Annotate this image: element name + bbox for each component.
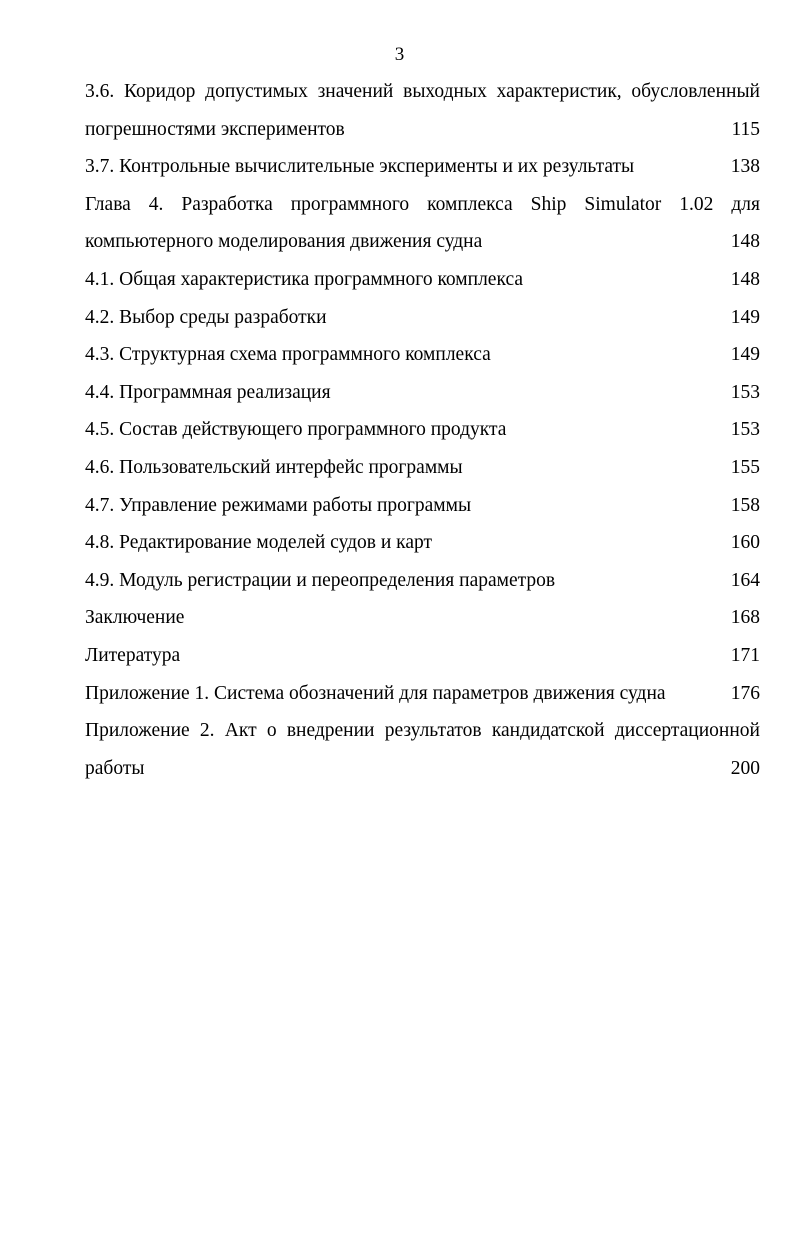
toc-entry-page: 200 <box>730 757 760 779</box>
toc-entry-title: 4.2. Выбор среды разработки <box>85 306 327 328</box>
toc-entry-appendix-2-line2 <box>85 750 760 788</box>
toc-entry-4-5 <box>85 411 760 449</box>
toc-entry-4-8 <box>85 524 760 562</box>
toc-entry-page: 164 <box>730 569 760 591</box>
toc-entry-3-7 <box>85 148 760 186</box>
toc-entry-4-6 <box>85 449 760 487</box>
toc-entry-page: 158 <box>730 494 760 516</box>
toc-entry-literature <box>85 637 760 675</box>
toc-entry-page: 171 <box>730 644 760 666</box>
toc-entry-title: Приложение 2. Акт о внедрении результатов кандидатской диссертационной <box>85 720 760 742</box>
toc-entry-4-1 <box>85 261 760 299</box>
toc-entry-page: 153 <box>730 381 760 403</box>
toc-entry-chapter-4-line1 <box>85 186 760 224</box>
toc-entry-title-cont: компьютерного моделирования движения судна <box>85 231 483 253</box>
table-of-contents <box>85 73 760 787</box>
toc-entry-page: 176 <box>730 682 760 704</box>
toc-entry-3-6-line2 <box>85 111 760 149</box>
toc-entry-title: 4.8. Редактирование моделей судов и карт <box>85 532 433 554</box>
toc-entry-title: 4.3. Структурная схема программного комплекса <box>85 344 491 366</box>
toc-entry-title: Глава 4. Разработка программного комплекса Ship Simulator 1.02 для <box>85 193 760 215</box>
toc-entry-page: 148 <box>730 268 760 290</box>
toc-entry-title: 4.6. Пользовательский интерфейс программы <box>85 456 463 478</box>
toc-entry-page: 153 <box>730 419 760 441</box>
toc-entry-3-6-line1 <box>85 73 760 111</box>
toc-entry-page: 149 <box>730 344 760 366</box>
toc-entry-appendix-2-line1 <box>85 712 760 750</box>
toc-entry-page: 138 <box>730 156 760 178</box>
toc-entry-page: 155 <box>730 456 760 478</box>
toc-entry-title: Приложение 1. Система обозначений для параметров движения судна <box>85 682 666 704</box>
toc-entry-chapter-4-line2 <box>85 223 760 261</box>
toc-entry-title: 4.9. Модуль регистрации и переопределения параметров <box>85 569 556 591</box>
toc-entry-4-7 <box>85 487 760 525</box>
toc-entry-title-cont: погрешностями экспериментов <box>85 118 345 140</box>
toc-entry-page: 168 <box>730 607 760 629</box>
toc-entry-title: 4.1. Общая характеристика программного комплекса <box>85 268 523 290</box>
toc-entry-4-2 <box>85 299 760 337</box>
toc-entry-4-3 <box>85 336 760 374</box>
toc-entry-title: 4.4. Программная реализация <box>85 381 331 403</box>
toc-entry-conclusion <box>85 599 760 637</box>
toc-entry-4-4 <box>85 374 760 412</box>
toc-entry-title: Заключение <box>85 607 185 629</box>
toc-entry-title: 4.5. Состав действующего программного продукта <box>85 419 507 441</box>
toc-entry-title: Литература <box>85 644 181 666</box>
toc-entry-4-9 <box>85 562 760 600</box>
toc-entry-page: 149 <box>730 306 760 328</box>
toc-entry-title: 3.7. Контрольные вычислительные эксперименты и их результаты <box>85 156 635 178</box>
toc-entry-page: 148 <box>730 231 760 253</box>
toc-entry-page: 115 <box>731 118 760 140</box>
toc-entry-title: 4.7. Управление режимами работы программы <box>85 494 472 516</box>
toc-entry-title-cont: работы <box>85 757 145 779</box>
page-number: 3 <box>394 44 405 65</box>
toc-entry-page: 160 <box>730 532 760 554</box>
toc-entry-appendix-1 <box>85 675 760 713</box>
toc-entry-title: 3.6. Коридор допустимых значений выходных характеристик, обусловленный <box>85 81 760 102</box>
